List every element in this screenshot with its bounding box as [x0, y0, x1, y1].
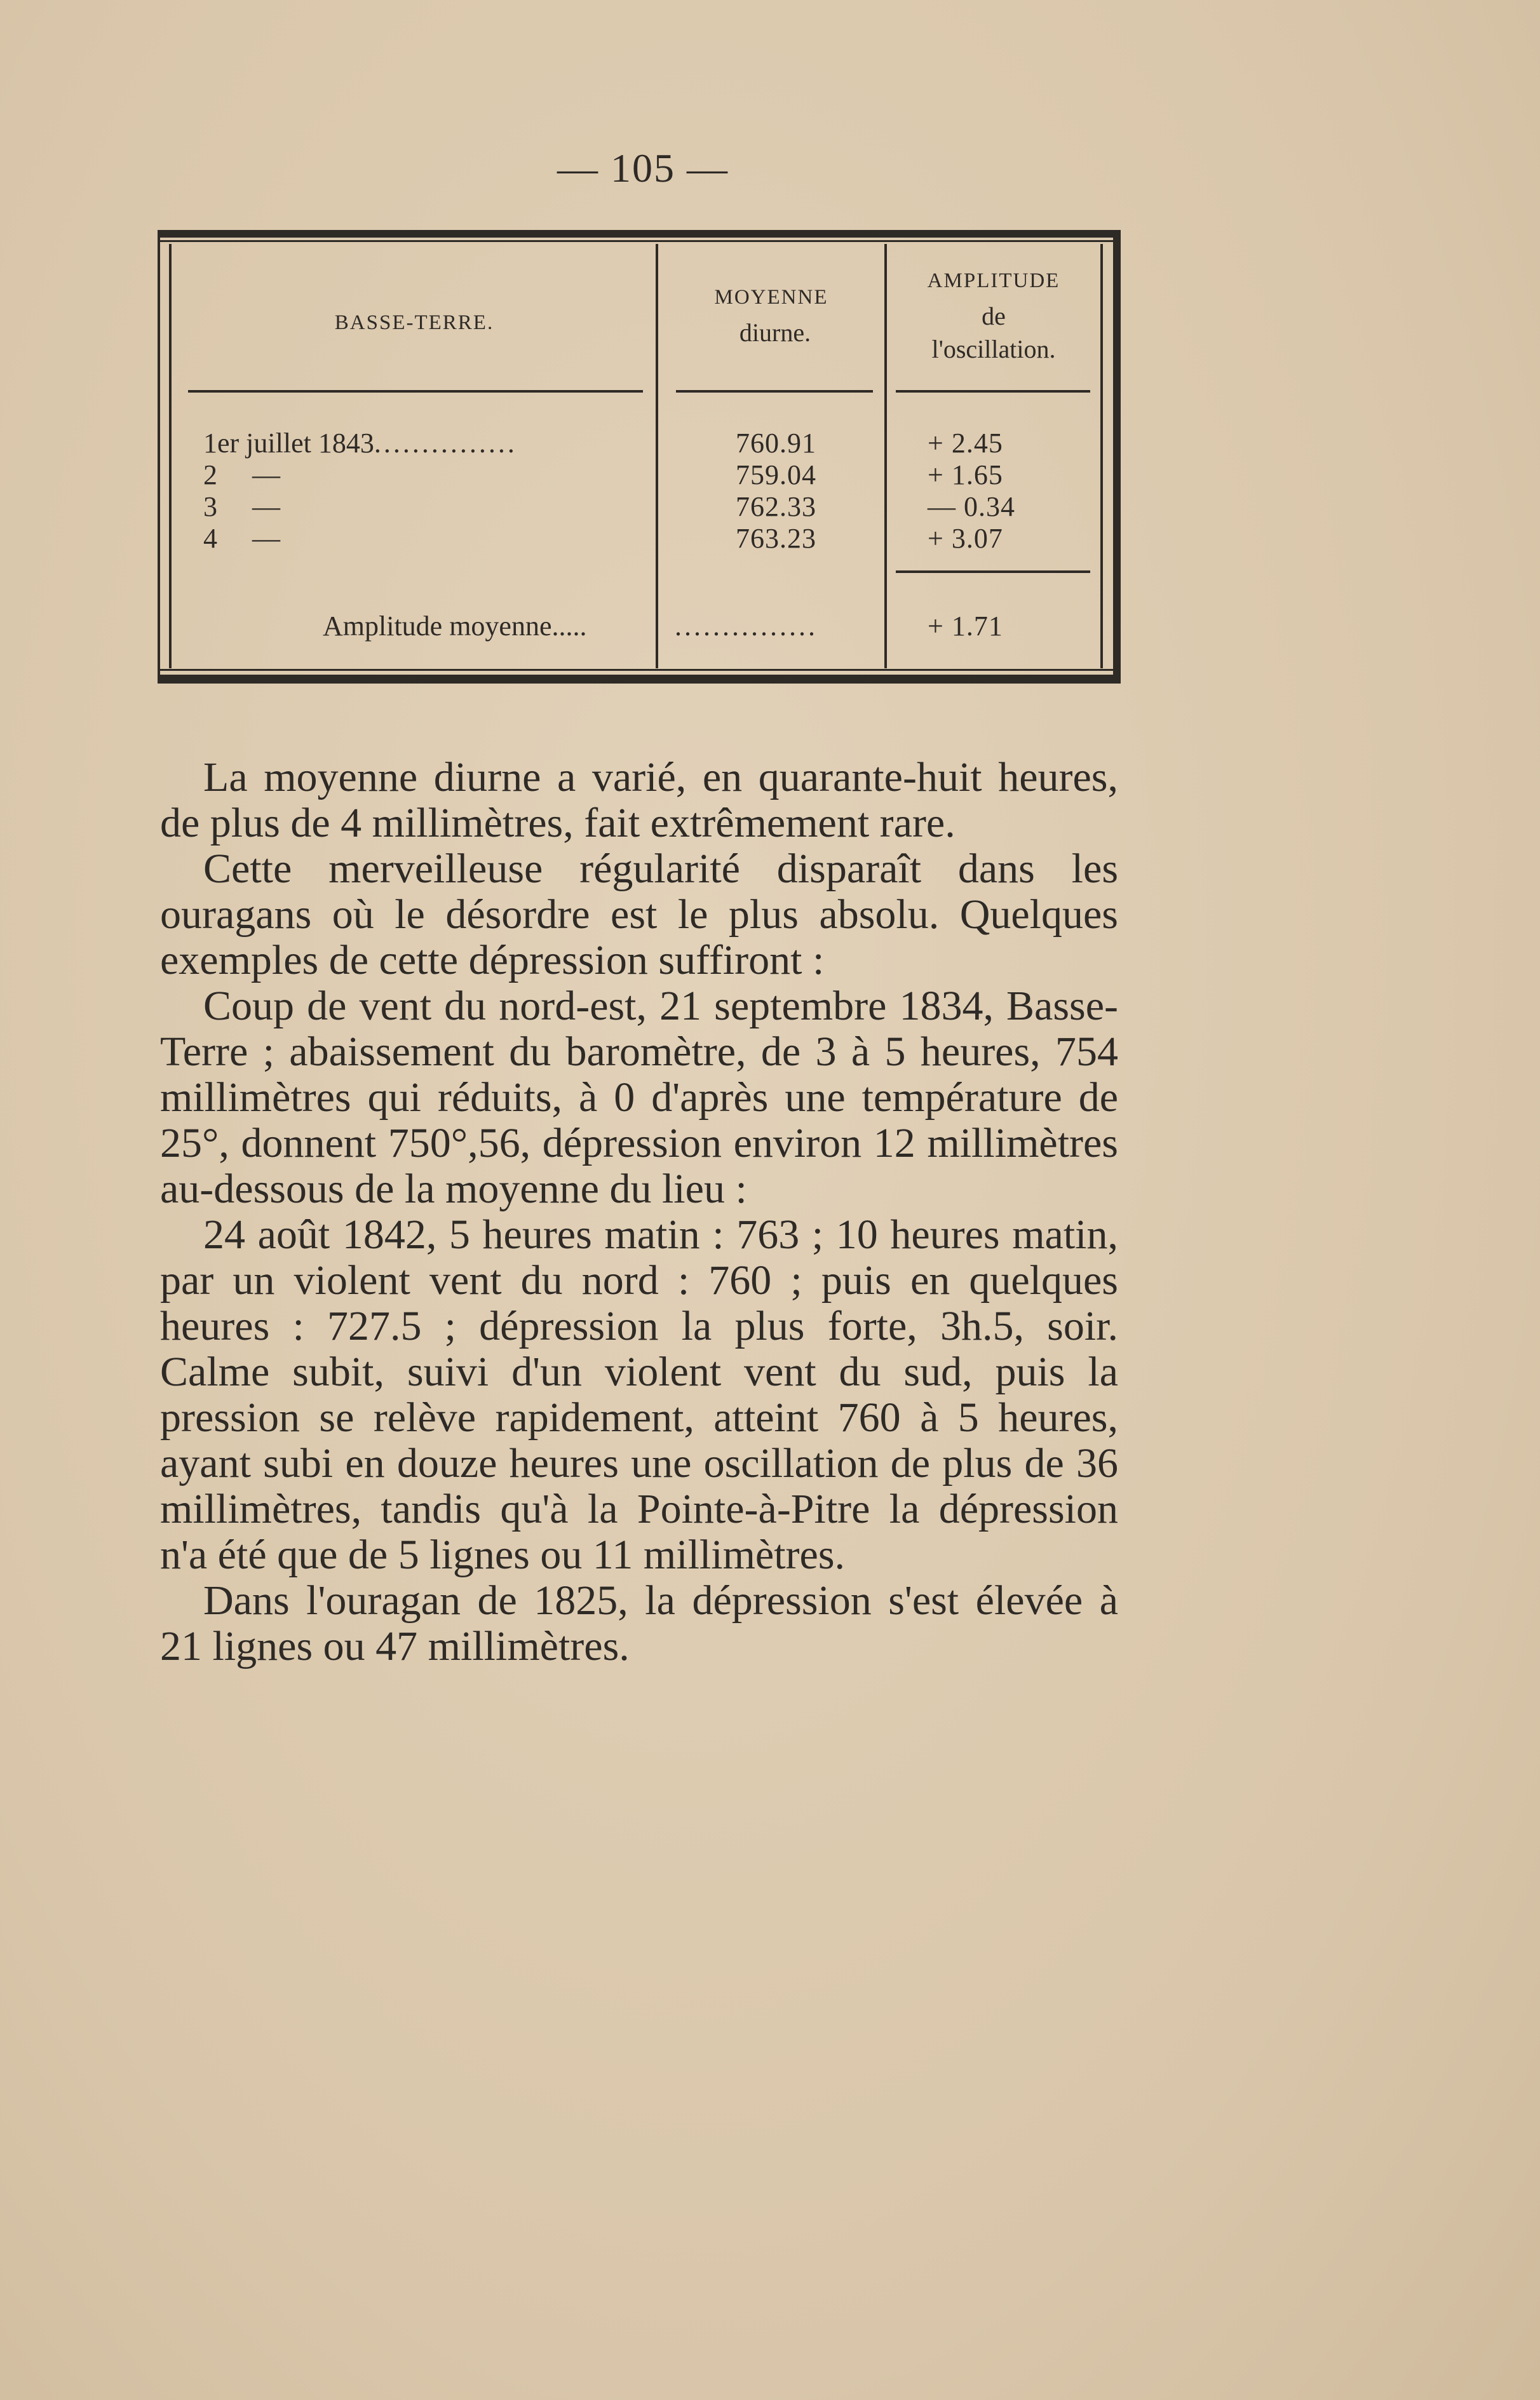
paragraph: Coup de vent du nord-est, 21 septembre 1834, Basse-Terre ; abaissement du baromètre, de 3 à 5 heures, 754 millimètres qui réduits, à 0 d'après une température de 25°, donnent 750°,56, dépression environ 12 millimètres au-dessous de la moyenne du lieu : [160, 983, 1118, 1212]
row-2-date: 2 — [203, 459, 280, 490]
footer-label: Amplitude moyenne..... [323, 610, 587, 642]
row-2-amplitude: + 1.65 [928, 459, 1003, 490]
row-4-date: 4 — [203, 523, 280, 554]
table-left-rule [169, 244, 172, 668]
table-bottom-rule [160, 669, 1113, 671]
paragraph: 24 août 1842, 5 heures matin : 763 ; 10 heures matin, par un violent vent du nord : 760 ; puis en quelques heures : 727.5 ; dépression la plus forte, 3h.5, soir. Calme subit, suivi d'un violent vent du sud, puis la pression se relève rapidement, atteint 760 à 5 heures, ayant subi en douze heures une oscillation de plus de 36 millimètres, tandis qu'à la Pointe-à-Pitre la dépression n'a été que de 5 lignes ou 11 millimètres. [160, 1211, 1118, 1578]
header-oscillation: l'oscillation. [931, 335, 1056, 363]
footer-dots: ............... [675, 610, 818, 642]
row-4-moyenne: 763.23 [736, 523, 816, 554]
body-text [160, 755, 1118, 1669]
column-divider-3 [1100, 244, 1103, 668]
table-top-rule [160, 240, 1113, 242]
header-rule-1 [188, 390, 643, 393]
row-3-moyenne: 762.33 [736, 491, 816, 522]
row-3-amplitude: — 0.34 [928, 491, 1015, 522]
paragraph: Cette merveilleuse régularité disparaît dans les ouragans où le désordre est le plus absolu. Quelques exemples de cette dépression suffiront : [160, 846, 1118, 983]
sum-rule [896, 570, 1090, 573]
header-amplitude: AMPLITUDE [927, 269, 1060, 292]
paragraph: Dans l'ouragan de 1825, la dépression s'est élevée à 21 lignes ou 47 millimètres. [160, 1577, 1118, 1669]
header-station: BASSE-TERRE. [334, 311, 494, 334]
header-moyenne: MOYENNE [714, 286, 828, 309]
page-number: — 105 — [557, 145, 729, 191]
row-1-date: 1er juillet 1843............... [203, 428, 517, 459]
header-rule-2 [676, 390, 873, 393]
row-3-date: 3 — [203, 491, 280, 522]
row-2-moyenne: 759.04 [736, 459, 816, 490]
paragraph: La moyenne diurne a varié, en quarante-huit heures, de plus de 4 millimètres, fait extrêmement rare. [160, 754, 1118, 846]
header-diurne: diurne. [739, 318, 811, 347]
header-rule-3 [896, 390, 1090, 393]
footer-amplitude-moyenne: + 1.71 [928, 610, 1003, 642]
header-de: de [982, 302, 1006, 330]
row-1-moyenne: 760.91 [736, 428, 816, 459]
pressure-table [158, 230, 1121, 684]
row-4-amplitude: + 3.07 [928, 523, 1003, 554]
row-1-amplitude: + 2.45 [928, 428, 1003, 459]
